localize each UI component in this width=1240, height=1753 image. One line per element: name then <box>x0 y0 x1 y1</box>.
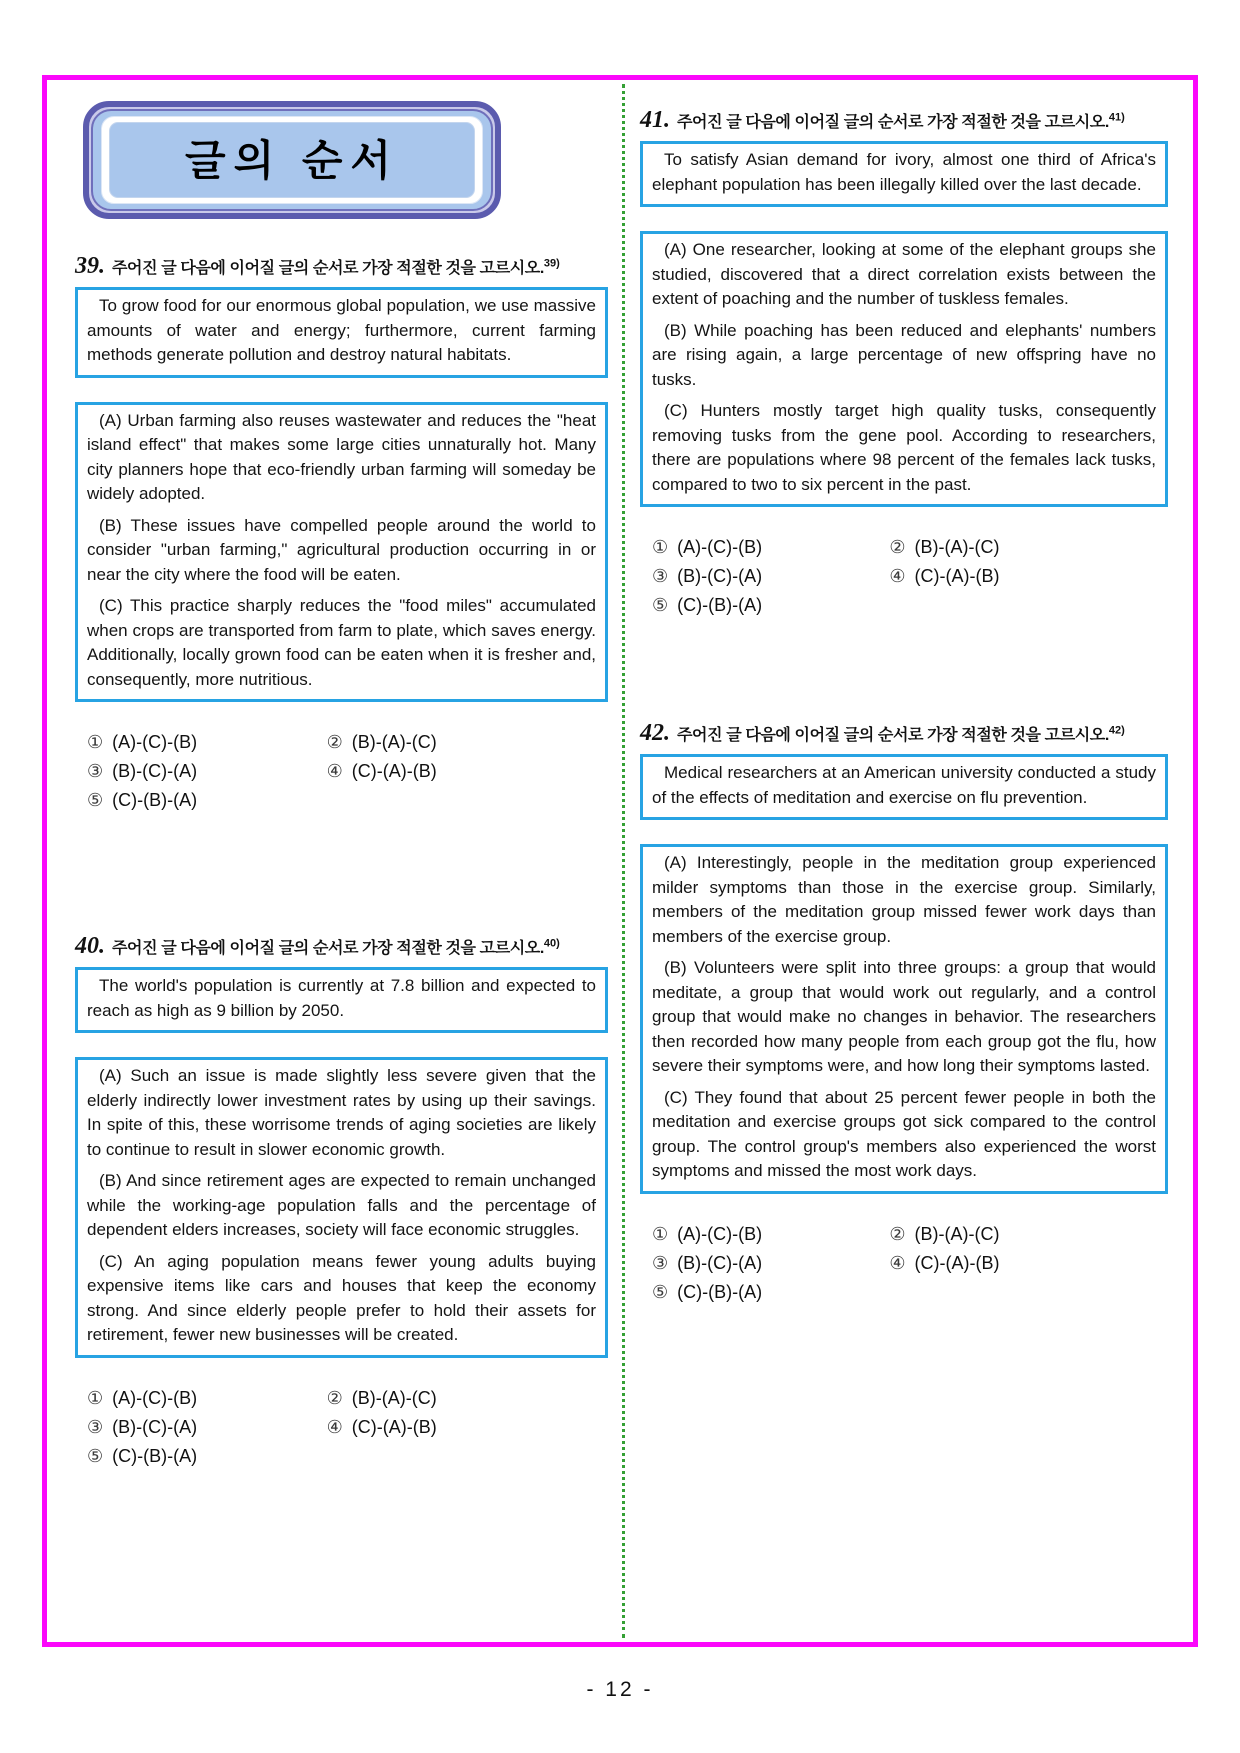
circled-1-marker: ① <box>87 1387 104 1408</box>
choice-text: (C)-(B)-(A) <box>677 595 763 615</box>
question-42-header <box>640 720 1168 747</box>
choice-row <box>652 1224 1168 1245</box>
choice-option-3 <box>87 1417 327 1438</box>
choice-option-1 <box>87 732 327 753</box>
choice-option-3 <box>87 761 327 782</box>
choice-text: (B)-(C)-(A) <box>677 566 763 586</box>
footnote-ref: 40) <box>543 937 560 950</box>
banner-white-ring <box>101 116 483 204</box>
choice-row <box>87 790 608 811</box>
choice-text: (C)-(A)-(B) <box>914 1252 1000 1273</box>
choice-text: (B)-(C)-(A) <box>112 761 198 781</box>
stimulus-box <box>640 754 1168 820</box>
column-divider <box>622 84 625 1638</box>
question-39-header <box>75 253 608 280</box>
question-41-header <box>640 107 1168 134</box>
circled-1-marker: ① <box>652 1223 669 1244</box>
choice-option-3 <box>652 566 889 587</box>
choice-option-5 <box>87 1446 327 1467</box>
stimulus-text: Medical researchers at an American university conducted a study of the effects of meditation and exercise on flu prevention. <box>652 763 1156 807</box>
footnote-ref: 39) <box>543 257 560 270</box>
choice-list <box>652 537 1168 616</box>
question-number: 40. <box>75 933 105 959</box>
question-40 <box>75 933 608 1467</box>
circled-2-marker: ② <box>889 1223 906 1244</box>
choice-text: (A)-(C)-(B) <box>112 732 198 752</box>
paragraph-a: (A) Interestingly, people in the meditation group experienced milder symptoms than those in the exercise group. Similarly, members of the meditation group missed fewer work days than members of the exercise group. <box>652 853 1156 946</box>
circled-2-marker: ② <box>326 732 343 752</box>
choice-text: (A)-(C)-(B) <box>677 537 763 557</box>
footnote-ref: 42) <box>1108 724 1125 737</box>
choice-option-3 <box>652 1253 889 1274</box>
choice-text: (B)-(A)-(C) <box>914 537 1000 557</box>
choice-option-4 <box>889 1253 1126 1274</box>
paragraph-a: (A) Such an issue is made slightly less severe given that the elderly indirectly lower investment rates by using up their savings. In spite of this, these worrisome trends of aging societies are likely to continue to result in slower economic growth. <box>87 1066 596 1159</box>
stimulus-box <box>75 967 608 1033</box>
choice-option-2 <box>327 1388 567 1409</box>
circled-4-marker: ④ <box>326 1416 343 1437</box>
question-number: 39. <box>75 253 105 279</box>
paragraph-c: (C) Hunters mostly target high quality tusks, consequently removing tusks from the gene pool. According to researchers, there are populations where 98 percent of the females lack tusks, compared to two to six percent in the past. <box>652 401 1156 494</box>
page-title: 글의 순서 <box>109 122 475 198</box>
paragraph-c: (C) They found that about 25 percent fewer people in both the meditation and exercise groups got sick compared to the control group. The control group's members also experienced the worst symptoms and missed the most work days. <box>652 1087 1156 1180</box>
page-number: - 12 - <box>586 1678 654 1701</box>
choice-option-4 <box>327 761 567 782</box>
choice-text: (B)-(C)-(A) <box>677 1252 763 1273</box>
choice-row <box>652 595 1168 616</box>
choice-option-4 <box>889 566 1126 587</box>
question-instruction: 주어진 글 다음에 이어질 글의 순서로 가장 적절한 것을 고르시오. <box>112 260 544 277</box>
choice-option-5 <box>652 595 889 616</box>
circled-5-marker: ⑤ <box>87 790 104 810</box>
choice-text: (B)-(C)-(A) <box>112 1416 198 1437</box>
circled-3-marker: ③ <box>652 1252 669 1273</box>
choice-row <box>652 1282 1168 1303</box>
choice-option-2 <box>889 1224 1126 1245</box>
choice-option-1 <box>652 1224 889 1245</box>
choice-row <box>87 1446 608 1467</box>
circled-1-marker: ① <box>87 732 104 752</box>
choice-option-5 <box>652 1282 889 1303</box>
choice-option-2 <box>327 732 567 753</box>
question-instruction: 주어진 글 다음에 이어질 글의 순서로 가장 적절한 것을 고르시오. <box>677 114 1109 131</box>
choice-text: (C)-(B)-(A) <box>677 1281 763 1302</box>
choice-row <box>87 1388 608 1409</box>
choice-text: (B)-(A)-(C) <box>914 1223 1000 1244</box>
paragraph-a: (A) Urban farming also reuses wastewater and reduces the "heat island effect" that makes some large cities unnaturally hot. Many city planners hope that eco-friendly urban farming will someday be widely adopted. <box>87 410 596 503</box>
banner-mid-ring <box>91 109 493 211</box>
circled-2-marker: ② <box>889 537 906 557</box>
paragraph-b: (B) These issues have compelled people around the world to consider "urban farming," agricultural production occurring in or near the city where the food will be eaten. <box>87 515 596 584</box>
paragraph-c: (C) This practice sharply reduces the "food miles" accumulated when crops are transported from farm to plate, which saves energy. Additionally, locally grown food can be eaten when it is fresher and, consequently, more nutritious. <box>87 596 596 689</box>
question-39 <box>75 253 608 811</box>
question-number: 41. <box>640 107 670 133</box>
choice-list <box>87 732 608 811</box>
stimulus-box <box>75 287 608 378</box>
choice-text: (A)-(C)-(B) <box>677 1223 763 1244</box>
choice-text: (A)-(C)-(B) <box>112 1387 198 1408</box>
footnote-ref: 41) <box>1108 111 1125 124</box>
paragraph-c: (C) An aging population means fewer young adults buying expensive items like cars and houses that keep the economy strong. And since elderly people prefer to hold their assets for retirement, fewer new businesses will be created. <box>87 1251 596 1344</box>
paragraph-b: (B) While poaching has been reduced and elephants' numbers are rising again, a large percentage of new offspring have no tusks. <box>652 320 1156 389</box>
question-instruction: 주어진 글 다음에 이어질 글의 순서로 가장 적절한 것을 고르시오. <box>112 940 544 957</box>
choice-row <box>87 761 608 782</box>
paragraph-b: (B) And since retirement ages are expected to remain unchanged while the working-age population falls and the percentage of dependent elders increases, society will face economic struggles. <box>87 1171 596 1239</box>
choice-row <box>87 1417 608 1438</box>
choice-option-1 <box>652 537 889 558</box>
choice-row <box>652 537 1168 558</box>
circled-3-marker: ③ <box>87 761 104 781</box>
question-40-header <box>75 933 608 960</box>
circled-5-marker: ⑤ <box>652 595 669 615</box>
circled-4-marker: ④ <box>889 566 906 586</box>
stimulus-text: The world's population is currently at 7.8 billion and expected to reach as high as 9 billion by 2050. <box>87 976 596 1020</box>
stimulus-box <box>640 141 1168 207</box>
circled-5-marker: ⑤ <box>87 1445 104 1466</box>
choice-row <box>652 1253 1168 1274</box>
choice-text: (C)-(A)-(B) <box>351 761 437 781</box>
choice-row <box>652 566 1168 587</box>
paragraphs-box <box>75 402 608 703</box>
stimulus-text: To satisfy Asian demand for ivory, almost one third of Africa's elephant population has been illegally killed over the last decade. <box>652 150 1156 194</box>
paragraphs-box <box>640 231 1168 507</box>
circled-3-marker: ③ <box>87 1416 104 1437</box>
choice-text: (C)-(B)-(A) <box>112 790 198 810</box>
circled-1-marker: ① <box>652 537 669 557</box>
circled-3-marker: ③ <box>652 566 669 586</box>
question-instruction: 주어진 글 다음에 이어질 글의 순서로 가장 적절한 것을 고르시오. <box>677 727 1109 744</box>
paragraph-a: (A) One researcher, looking at some of the elephant groups she studied, discovered that a direct correlation exists between the extent of poaching and the number of tuskless females. <box>652 240 1156 308</box>
question-number: 42. <box>640 720 670 746</box>
right-column <box>640 95 1168 1311</box>
choice-row <box>87 732 608 753</box>
circled-2-marker: ② <box>326 1387 343 1408</box>
left-column <box>75 95 608 1475</box>
choice-text: (C)-(A)-(B) <box>914 566 1000 586</box>
circled-4-marker: ④ <box>889 1252 906 1273</box>
paragraph-b: (B) Volunteers were split into three groups: a group that would meditate, a group that would work out regularly, and a control group that would make no changes in behavior. The researchers then recorded how many people from each group got the flu, how severe their symptoms were, and how long their symptoms lasted. <box>652 958 1156 1075</box>
question-42 <box>640 720 1168 1303</box>
choice-text: (B)-(A)-(C) <box>351 1387 437 1408</box>
choice-option-5 <box>87 790 327 811</box>
stimulus-text: To grow food for our enormous global population, we use massive amounts of water and energy; furthermore, current farming methods generate pollution and destroy natural habitats. <box>87 296 596 364</box>
choice-option-4 <box>327 1417 567 1438</box>
choice-option-2 <box>889 537 1126 558</box>
choice-option-1 <box>87 1388 327 1409</box>
choice-text: (B)-(A)-(C) <box>351 732 437 752</box>
paragraphs-box <box>640 844 1168 1194</box>
section-title-banner <box>83 101 501 219</box>
circled-4-marker: ④ <box>326 761 343 781</box>
circled-5-marker: ⑤ <box>652 1281 669 1302</box>
choice-list <box>652 1224 1168 1303</box>
paragraphs-box <box>75 1057 608 1358</box>
choice-text: (C)-(A)-(B) <box>351 1416 437 1437</box>
choice-list <box>87 1388 608 1467</box>
question-41 <box>640 107 1168 616</box>
choice-text: (C)-(B)-(A) <box>112 1445 198 1466</box>
